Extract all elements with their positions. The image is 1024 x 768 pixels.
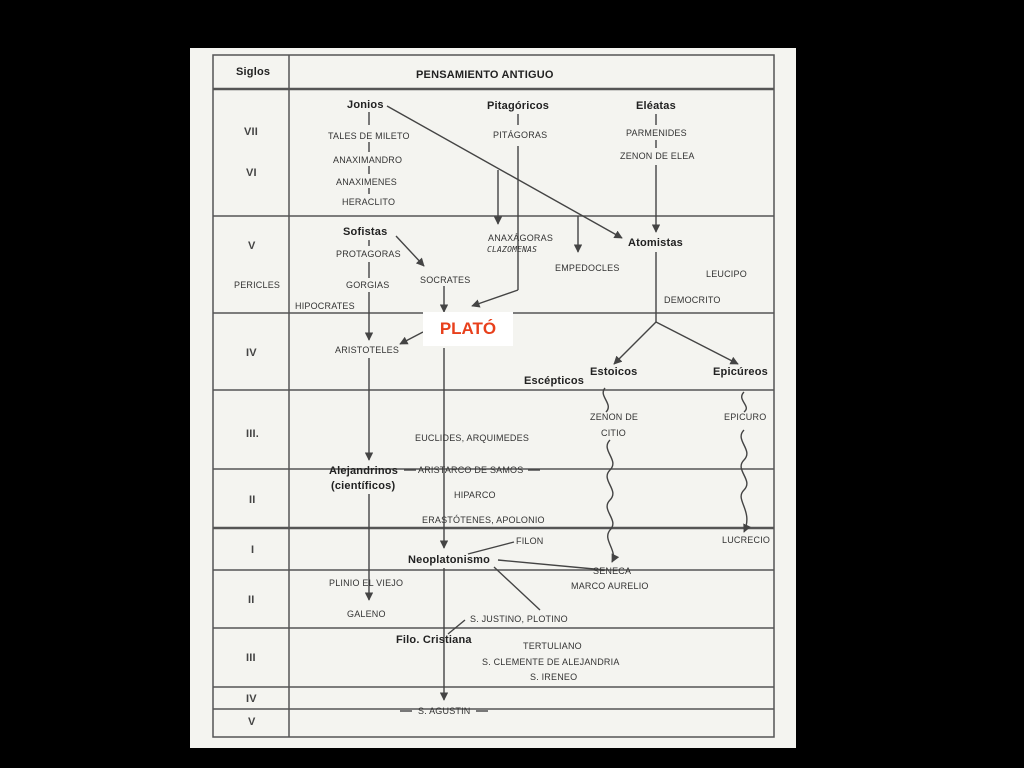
school-pitagoricos: Pitagóricos (487, 100, 550, 112)
school-jonios: Jonios (347, 99, 384, 111)
person-zenon-de: ZENON DE (590, 412, 639, 422)
school-eleatas: Eléatas (636, 100, 676, 112)
person-pitagoras: PITÁGORAS (493, 130, 548, 140)
century-pericles: PERICLES (234, 280, 281, 290)
person-erastotenes: ERASTÓTENES, APOLONIO (422, 515, 545, 525)
century-iv: IV (246, 347, 257, 359)
century-i: I (251, 544, 255, 556)
century-iv-ad: IV (246, 693, 257, 705)
person-lucrecio: LUCRECIO (722, 535, 771, 545)
person-ireneo: S. IRENEO (530, 672, 578, 682)
school-cientificos: (científicos) (331, 480, 396, 492)
century-iii-ad: III (246, 652, 256, 664)
century-v-ad: V (248, 716, 256, 728)
school-alejandrinos: Alejandrinos (329, 465, 399, 477)
plato-highlight-box (423, 312, 513, 346)
school-atomistas: Atomistas (628, 237, 683, 249)
header-title: PENSAMIENTO ANTIGUO (416, 69, 554, 81)
person-galeno: GALENO (347, 609, 386, 619)
person-heraclito: HERACLITO (342, 197, 396, 207)
century-iii: III. (246, 428, 260, 440)
person-justino: S. JUSTINO, PLOTINO (470, 614, 568, 624)
person-tales: TALES DE MILETO (328, 131, 410, 141)
person-euclides: EUCLIDES, ARQUIMEDES (415, 433, 530, 443)
century-ii-ad: II (248, 594, 255, 606)
person-protagoras: PROTAGORAS (336, 249, 401, 259)
header-siglos: Siglos (236, 66, 271, 78)
person-aristoteles: ARISTOTELES (335, 345, 400, 355)
person-gorgias: GORGIAS (346, 280, 390, 290)
person-filon: FILON (516, 536, 544, 546)
person-hiparco: HIPARCO (454, 490, 496, 500)
person-democrito: DEMOCRITO (664, 295, 721, 305)
school-escepticos: Escépticos (524, 375, 585, 387)
person-anaxagoras: ANAXÁGORAS (488, 233, 554, 243)
century-vi: VI (246, 167, 257, 179)
person-clemente: S. CLEMENTE DE ALEJANDRIA (482, 657, 620, 667)
person-aristarco: ARISTARCO DE SAMOS (418, 465, 524, 475)
person-leucipo: LEUCIPO (706, 269, 747, 279)
century-vii: VII (244, 126, 259, 138)
person-anaximenes: ANAXIMENES (336, 177, 398, 187)
person-agustin: S. AGUSTIN (418, 706, 471, 716)
school-estoicos: Estoicos (590, 366, 638, 378)
person-empedocles: EMPEDOCLES (555, 263, 620, 273)
person-hipocrates: HIPOCRATES (295, 301, 355, 311)
person-parmenides: PARMENIDES (626, 128, 687, 138)
plato-label: PLATÓ (439, 319, 497, 338)
person-socrates: SOCRATES (420, 275, 471, 285)
person-clazomenas: CLAZOMENAS (487, 245, 538, 254)
school-epicureos: Epicúreos (713, 366, 768, 378)
school-filo-cristiana: Filo. Cristiana (396, 634, 472, 646)
person-tertuliano: TERTULIANO (523, 641, 582, 651)
school-neoplatonismo: Neoplatonismo (408, 554, 491, 566)
person-citio: CITIO (601, 428, 626, 438)
person-plinio: PLINIO EL VIEJO (329, 578, 404, 588)
school-sofistas: Sofistas (343, 226, 388, 238)
person-seneca: SENECA (593, 566, 632, 576)
century-ii: II (249, 494, 256, 506)
century-v: V (248, 240, 256, 252)
person-anaximandro: ANAXIMANDRO (333, 155, 403, 165)
person-zenon-elea: ZENON DE ELEA (620, 151, 695, 161)
person-marco-aurelio: MARCO AURELIO (571, 581, 649, 591)
person-epicuro: EPICURO (724, 412, 767, 422)
